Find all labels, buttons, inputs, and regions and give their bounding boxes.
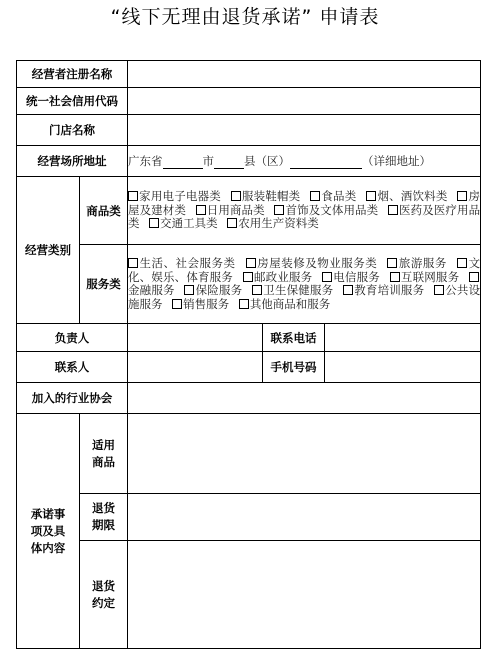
- goods-checkbox[interactable]: [366, 191, 376, 201]
- contact-field[interactable]: [128, 352, 263, 383]
- goods-option-label: 医药及医疗用品类: [128, 202, 481, 231]
- row-responsible: [17, 324, 481, 352]
- return-period-text: 退货期限: [92, 501, 115, 532]
- service-options: [128, 245, 481, 324]
- return-period-field[interactable]: [128, 494, 481, 541]
- mobile-field[interactable]: [325, 352, 481, 383]
- return-agreement-label: [80, 541, 128, 649]
- service-option[interactable]: [246, 256, 378, 270]
- service-checkbox[interactable]: [128, 258, 138, 268]
- goods-option-label: 家用电子电器类: [139, 189, 221, 204]
- address-field[interactable]: [128, 146, 481, 177]
- responsible-field[interactable]: [128, 324, 263, 352]
- address-label: 经营场所地址: [17, 146, 128, 177]
- goods-option[interactable]: [196, 203, 265, 217]
- service-option-label: 电信服务: [333, 269, 380, 284]
- goods-option-label: 烟、酒饮料类: [377, 189, 448, 204]
- applicable-goods-field[interactable]: [128, 414, 481, 494]
- applicable-goods-label: [80, 414, 128, 494]
- mobile-label: 手机号码: [263, 352, 325, 383]
- service-option-label: 生活、社会服务类: [139, 256, 236, 270]
- goods-checkbox[interactable]: [388, 205, 398, 215]
- service-option-label: 保险服务: [195, 283, 243, 297]
- service-option[interactable]: [128, 256, 236, 270]
- address-county-suffix: 县（区）: [244, 154, 290, 168]
- address-detail-hint: （详细地址）: [362, 154, 431, 168]
- goods-option[interactable]: [149, 216, 218, 230]
- goods-option-label: 首饰及文体用品类: [285, 202, 379, 217]
- commitment-label-text: 承诺事项及具体内容: [30, 506, 66, 555]
- service-checkbox[interactable]: [434, 285, 444, 295]
- detail-address-blank[interactable]: [290, 156, 362, 169]
- credit-code-label: 统一社会信用代码: [17, 88, 128, 115]
- service-checkbox[interactable]: [387, 258, 397, 268]
- service-option-label: 房屋装修及物业服务类: [256, 256, 378, 270]
- service-checkbox[interactable]: [172, 299, 182, 309]
- goods-option[interactable]: [128, 189, 221, 203]
- commitment-label: [17, 414, 80, 649]
- goods-option-label: 服装鞋帽类: [241, 189, 301, 204]
- service-option[interactable]: [243, 270, 312, 284]
- service-option[interactable]: [239, 297, 331, 311]
- row-goods-category: [17, 177, 481, 245]
- service-checkbox[interactable]: [469, 272, 479, 282]
- phone-label: 联系电话: [263, 324, 325, 352]
- goods-checkbox[interactable]: [128, 191, 138, 201]
- goods-option[interactable]: [310, 189, 356, 203]
- row-store-name: [17, 115, 481, 146]
- association-label: 加入的行业协会: [17, 383, 128, 414]
- goods-option-label: 食品类: [321, 189, 357, 204]
- goods-option-label: 农用生产资料类: [238, 216, 319, 231]
- service-option-label: 邮政业服务: [253, 269, 313, 284]
- goods-checkbox[interactable]: [310, 191, 320, 201]
- service-option[interactable]: [322, 270, 380, 284]
- phone-field[interactable]: [325, 324, 481, 352]
- services-label: 服务类: [80, 245, 128, 324]
- service-checkbox[interactable]: [252, 285, 262, 295]
- goods-option[interactable]: [231, 189, 301, 203]
- goods-checkbox[interactable]: [457, 191, 467, 201]
- row-applicable-goods: [17, 414, 481, 494]
- service-option-label: 公共设施服务: [128, 283, 481, 311]
- association-field[interactable]: [128, 383, 481, 414]
- service-option-label: 金融服务: [128, 283, 175, 297]
- application-form-table: [16, 60, 481, 649]
- goods-checkbox[interactable]: [196, 205, 206, 215]
- service-option[interactable]: [252, 283, 333, 297]
- service-checkbox[interactable]: [243, 272, 253, 282]
- service-checkbox[interactable]: [239, 299, 249, 309]
- goods-option-label: 交通工具类: [160, 216, 218, 231]
- service-checkbox[interactable]: [322, 272, 332, 282]
- county-blank[interactable]: [214, 156, 244, 169]
- service-option[interactable]: [343, 283, 424, 297]
- service-option[interactable]: [390, 270, 459, 284]
- operator-name-label: 经营者注册名称: [17, 61, 128, 88]
- responsible-label: 负责人: [17, 324, 128, 352]
- goods-options: [128, 177, 481, 245]
- service-option-label: 教育培训服务: [354, 283, 425, 297]
- row-contact: [17, 352, 481, 383]
- category-label: 经营类别: [17, 177, 80, 324]
- service-checkbox[interactable]: [343, 285, 353, 295]
- row-operator-name: [17, 61, 481, 88]
- goods-option[interactable]: [274, 203, 378, 217]
- goods-label: 商品类: [80, 177, 128, 245]
- service-checkbox[interactable]: [246, 258, 256, 268]
- row-association: [17, 383, 481, 414]
- service-option-label: 卫生保健服务: [263, 283, 334, 297]
- service-checkbox[interactable]: [184, 285, 194, 295]
- goods-checkbox[interactable]: [231, 191, 241, 201]
- service-option[interactable]: [184, 283, 242, 297]
- form-title: “线下无理由退货承诺” 申请表: [110, 6, 380, 28]
- return-agreement-text: 退货约定: [92, 578, 115, 610]
- goods-checkbox[interactable]: [149, 218, 159, 228]
- goods-option-label: 日用商品类: [206, 202, 265, 217]
- store-name-label: 门店名称: [17, 115, 128, 146]
- service-checkbox[interactable]: [390, 272, 400, 282]
- service-option-label: 文化、娱乐、体育服务: [128, 256, 481, 284]
- applicable-goods-text: 适用商品: [92, 437, 115, 469]
- row-address: [17, 146, 481, 177]
- return-agreement-field[interactable]: [128, 541, 481, 649]
- row-credit-code: [17, 88, 481, 115]
- service-option-label: 互联网服务: [400, 269, 460, 284]
- service-checkbox[interactable]: [457, 258, 467, 268]
- goods-option[interactable]: [366, 189, 447, 203]
- city-blank[interactable]: [163, 156, 203, 169]
- store-name-field[interactable]: [128, 115, 481, 146]
- goods-option-label: 房屋及建材类: [128, 189, 481, 217]
- row-return-agreement: [17, 541, 481, 649]
- service-option[interactable]: [172, 297, 229, 311]
- address-city-suffix: 市: [202, 154, 214, 168]
- row-return-period: [17, 494, 481, 541]
- credit-code-field[interactable]: [128, 88, 481, 115]
- service-option-label: 其他商品和服务: [249, 296, 331, 311]
- return-period-label: [80, 494, 128, 541]
- goods-checkbox[interactable]: [274, 205, 284, 215]
- row-service-category: [17, 245, 481, 324]
- service-option[interactable]: [387, 256, 447, 270]
- service-option-label: 旅游服务: [398, 256, 447, 270]
- contact-label: 联系人: [17, 352, 128, 383]
- goods-checkbox[interactable]: [227, 218, 237, 228]
- goods-option[interactable]: [227, 216, 319, 230]
- service-option-label: 销售服务: [183, 296, 230, 311]
- operator-name-field[interactable]: [128, 61, 481, 88]
- address-province: 广东省: [128, 154, 163, 168]
